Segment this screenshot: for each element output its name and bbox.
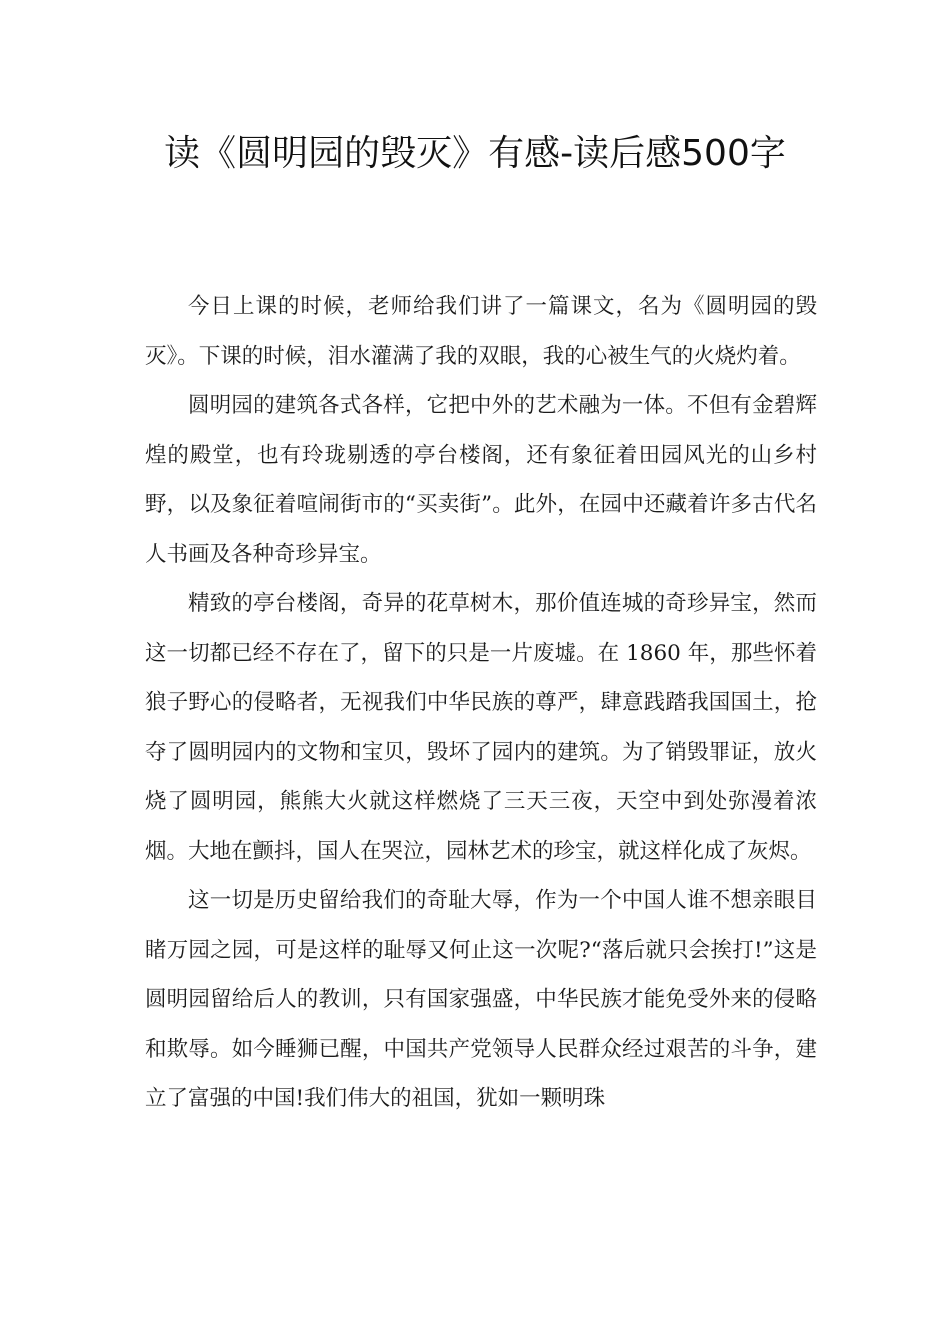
document-body: [145, 282, 817, 1124]
paragraph-1: 今日上课的时候，老师给我们讲了一篇课文，名为《圆明园的毁灭》。下课的时候，泪水灌满了我的双眼，我的心被生气的火烧灼着。: [145, 294, 817, 369]
paragraph-4: 这一切是历史留给我们的奇耻大辱，作为一个中国人谁不想亲眼目睹万园之园，可是这样的耻辱又何止这一次呢?“落后就只会挨打!”这是圆明园留给后人的教训，只有国家强盛，中华民族才能免受外来的侵略和欺辱。如今睡狮已醒，中国共产党领导人民群众经过艰苦的斗争，建立了富强的中国!我们伟大的祖国，犹如一颗明珠: [145, 888, 817, 1111]
paragraph-3: 精致的亭台楼阁，奇异的花草树木，那价值连城的奇珍异宝，然而这一切都已经不存在了，留下的只是一片废墟。在 1860 年，那些怀着狼子野心的侵略者，无视我们中华民族的尊严，肆意践踏我国国土，抢夺了圆明园内的文物和宝贝，毁坏了园内的建筑。为了销毁罪证，放火烧了圆明园，熊熊大火就这样燃烧了三天三夜，天空中到处弥漫着浓烟。大地在颤抖，国人在哭泣，园林艺术的珍宝，就这样化成了灰烬。: [145, 591, 817, 864]
document-title: 读《圆明园的毁灭》有感-读后感500字: [164, 133, 786, 174]
paragraph-2: 圆明园的建筑各式各样，它把中外的艺术融为一体。不但有金碧辉煌的殿堂，也有玲珑剔透的亭台楼阁，还有象征着田园风光的山乡村野，以及象征着喧闹街市的“买卖街”。此外，在园中还藏着许多古代名人书画及各种奇珍异宝。: [145, 393, 817, 567]
